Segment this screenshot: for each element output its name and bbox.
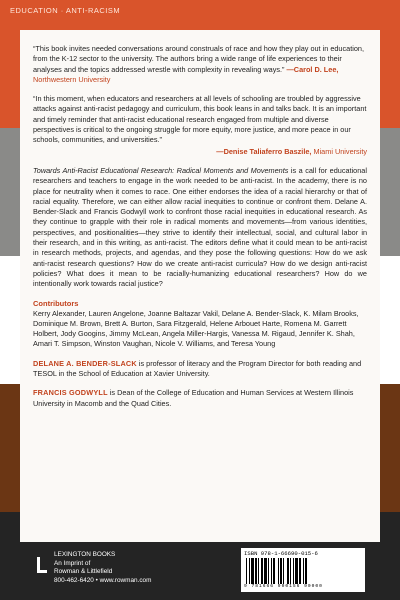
quote-attribution bbox=[33, 147, 367, 157]
isbn-label bbox=[244, 550, 362, 557]
book-title: Towards Anti-Racist Educational Research: Radical Moments and Movements bbox=[33, 165, 289, 175]
isbn-barcode bbox=[241, 548, 365, 592]
quote-text: “In this moment, when educators and researchers at all levels of schooling are troubled by aggressive attacks against anti-racist pedagogy and curriculum, this book leans in and talks back. It is an important and timely reminder that anti-racist educational research engaged from multiple and diverse perspectives is critical to the ongoing struggle for more equity, more justice, and more peace in our schools, communities, and universities.” bbox=[33, 94, 367, 145]
price-code: 90000 bbox=[304, 584, 323, 589]
endorsement-quote bbox=[33, 94, 367, 157]
category-label: EDUCATION · ANTI-RACISM bbox=[10, 6, 121, 15]
back-cover-panel bbox=[20, 30, 380, 542]
quote-institution: Miami University bbox=[313, 146, 367, 156]
barcode-icon bbox=[244, 558, 362, 584]
publisher-imprint-label: An Imprint of bbox=[54, 559, 91, 567]
barcode-digits bbox=[244, 584, 362, 589]
editor-bio bbox=[33, 388, 367, 409]
quote-author: —Denise Taliaferro Baszile, bbox=[216, 146, 312, 156]
publisher-name: LEXINGTON BOOKS bbox=[54, 551, 116, 558]
publisher-logo-icon bbox=[36, 557, 48, 573]
publisher-text bbox=[54, 551, 151, 585]
description-body: is a call for educational researchers and teachers to engage in the work needed to be anti-racist. In the academy, there is no place for neutrality when it comes to race. One either endorses the idea of a racial hierarchy or that of racial equality. Therefore, we can either allow racial inequities to continue or confront them. Delane A. Bender-Slack and Francis Godwyll work to confront those racial inequities in educational research. As they continue to grapple with their role in radical moments and movements—from various identities, perspectives, and positionalities—they strive to identify their intellectual, social, and cultural labor in their research, and in this writing, as anti-racist. The editors define what it could mean to be anti-racist in research methods, projects, and agendas, and they pose the following questions: How do we ask anti-racist research questions? How do we create anti-racist curricula? How do we design anti-racist policies? What does it mean to be racially-humanizing educational researchers? How do we intentionally work towards racial justice? bbox=[33, 165, 367, 289]
editor-name: DELANE A. BENDER-SLACK bbox=[33, 358, 137, 368]
book-description bbox=[33, 166, 367, 290]
endorsement-quote bbox=[33, 44, 367, 85]
isbn-number: ISBN 978-1-66690-015-6 bbox=[244, 550, 318, 557]
publisher-contact: 800-462-6420 • www.rowman.com bbox=[54, 576, 152, 584]
barcode-number: 9 781666 900156 bbox=[244, 584, 301, 589]
quote-institution: Northwestern University bbox=[33, 74, 111, 84]
publisher-block bbox=[36, 551, 151, 585]
editor-name: FRANCIS GODWYLL bbox=[33, 388, 108, 398]
contributors-list: Kerry Alexander, Lauren Angelone, Joanne Baltazar Vakil, Delane A. Bender-Slack, K. Milam Brooks, Dominique M. Brown, Brett A. Burton, Sara Fitzgerald, Helene Arbouet Harte, Romena M. Garrett Holbert, Jody Googins, Jimmy McLean, Angela Miller-Hargis, Vanessa M. Rigaud, Jennifer K. Shah, Amari T. Simpson, Winston Vaughan, Nicole V. Williams, and Teresa Young bbox=[33, 308, 359, 349]
publisher-parent: Rowman & Littlefield bbox=[54, 568, 113, 576]
editor-bio-text: is Dean of the College of Education and Human Services at Western Illinois University in Macomb and the Quad Cities. bbox=[33, 388, 354, 408]
quote-text: “This book invites needed conversations around construals of race and how they play out in education, from the K-12 sector to the university. The authors bring a wide range of life experiences to their analyses and the topics addressed wrestle with complexity in revealing ways.” bbox=[33, 44, 364, 74]
contributors-heading: Contributors bbox=[33, 298, 79, 308]
editor-bio-text: is professor of literacy and the Program Director for both reading and TESOL in the School of Education at Xavier University. bbox=[33, 358, 362, 379]
quote-author: —Carol D. Lee, bbox=[286, 64, 339, 74]
editor-bio bbox=[33, 359, 367, 380]
